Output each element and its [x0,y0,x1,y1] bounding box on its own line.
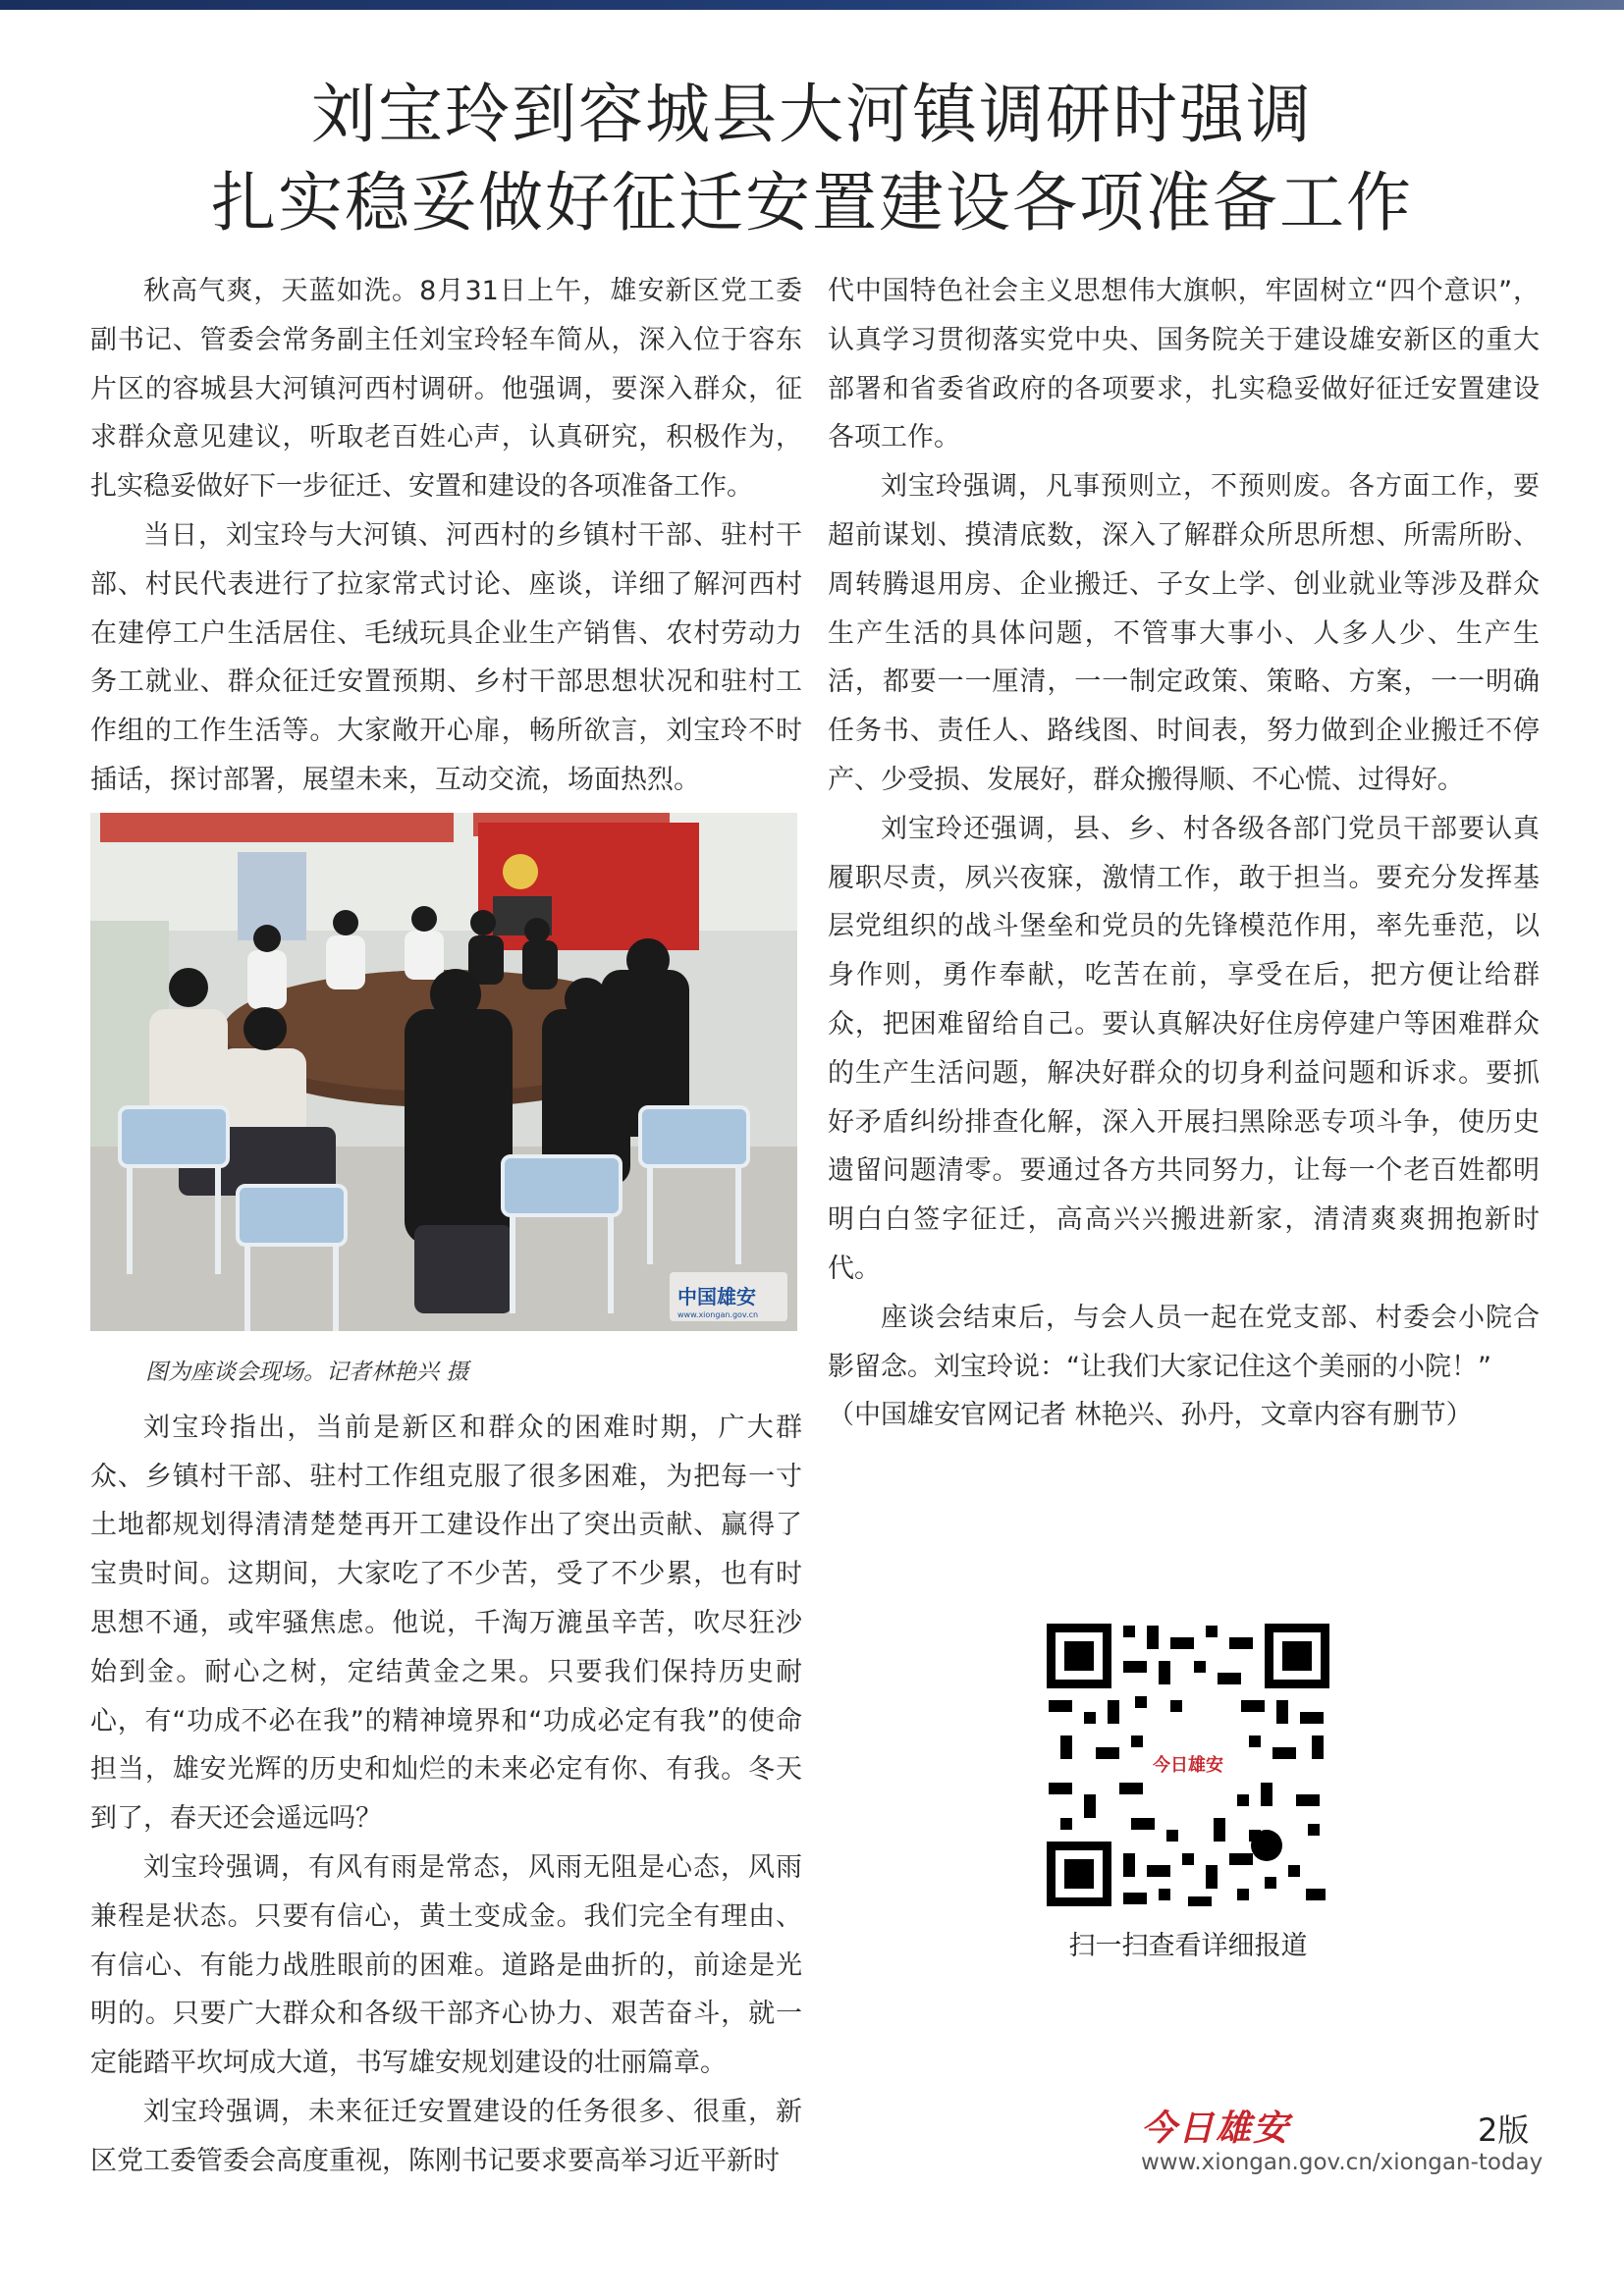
article-credit: （中国雄安官网记者 林艳兴、孙丹，文章内容有删节） [828,1400,1473,1431]
qr-code-block [1041,1618,1335,1962]
meeting-photo [90,813,797,1331]
qr-scan-label: 扫一扫查看详细报道 [1068,1931,1308,1961]
headline-line-2: 扎实稳妥做好征迁安置建设各项准备工作 [211,165,1413,240]
top-color-bar [0,0,1624,10]
paragraph-continuation: 代中国特色社会主义思想伟大旗帜，牢固树立“四个意识”，认真学习贯彻落实党中央、国务院关于建设雄安新区的重大部署和省委省政府的各项要求，扎实稳妥做好征迁安置建设各项工作。 [828,276,1540,454]
headline-line-1: 刘宝玲到容城县大河镇调研时强调 [311,77,1313,152]
paragraph-difficulty: 刘宝玲指出，当前是新区和群众的困难时期，广大群众、乡镇村干部、驻村工作组克服了很多困难，为把每一寸土地都规划得清清楚楚再开工建设作出了突出贡献、赢得了宝贵时间。这期间，大家吃了不少苦，受了不少累，也有时思想不通，或牢骚焦虑。他说，千淘万漉虽辛苦，吹尽狂沙始到金。耐心之树，定结黄金之果。只要我们保持历史耐心，有“功成不必在我”的精神境界和“功成必定有我”的使命担当，雄安光辉的历史和灿烂的未来必定有你、有我。冬天到了，春天还会遥远吗？ [90,1412,802,1835]
paragraph-confidence: 刘宝玲强调，有风有雨是常态，风雨无阻是心态，风雨兼程是状态。只要有信心，黄土变成金。我们完全有理由、有信心、有能力战胜眼前的困难。道路是曲折的，前途是光明的。只要广大群众和各级干部齐心协力、艰苦奋斗，就一定能踏平坎坷成大道，书写雄安规划建设的壮丽篇章。 [90,1851,802,2079]
footer-brand-logo: 今日雄安 [1141,2108,1291,2149]
headline [0,71,1624,247]
footer-url[interactable]: www.xiongan.gov.cn/xiongan-today [1141,2150,1543,2175]
paragraph-future-tasks: 刘宝玲强调，未来征迁安置建设的任务很多、很重，新区党工委管委会高度重视，陈刚书记要求要高举习近平新时 [90,2096,802,2176]
paragraph-meeting: 当日，刘宝玲与大河镇、河西村的乡镇村干部、驻村干部、村民代表进行了拉家常式讨论、座谈，详细了解河西村在建停工户生活居住、毛绒玩具企业生产销售、农村劳动力务工就业、群众征迁安置预期、乡村干部思想状况和驻村工作组的工作生活等。大家敞开心扉，畅所欲言，刘宝玲不时插话，探讨部署，展望未来，互动交流，场面热烈。 [90,519,802,795]
right-column [828,267,1540,1440]
paragraph-cadres: 刘宝玲还强调，县、乡、村各级各部门党员干部要认真履职尽责，夙兴夜寐，激情工作，敢于担当。要充分发挥基层党组织的战斗堡垒和党员的先锋模范作用，率先垂范，以身作则，勇作奉献，吃苦在前，享受在后，把方便让给群众，把困难留给自己。要认真解决好住房停建户等困难群众的生产生活问题，解决好群众的切身利益问题和诉求。要抓好矛盾纠纷排查化解，深入开展扫黑除恶专项斗争，使历史遗留问题清零。要通过各方共同努力，让每一个老百姓都明明白白签字征迁，高高兴兴搬进新家，清清爽爽拥抱新时代。 [828,813,1540,1284]
photo-watermark: 中国雄安 [677,1284,756,1308]
qr-center-logo: 今日雄安 [1153,1755,1223,1776]
paragraph-intro: 秋高气爽，天蓝如洗。8月31日上午，雄安新区党工委副书记、管委会常务副主任刘宝玲轻车简从，深入位于容东片区的容城县大河镇河西村调研。他强调，要深入群众，征求群众意见建议，听取老百姓心声，认真研究，积极作为，扎实稳妥做好下一步征迁、安置和建设的各项准备工作。 [90,276,802,503]
page-number: 2版 [1478,2111,1530,2149]
qr-code[interactable] [1041,1618,1335,1912]
left-column [90,267,802,2186]
paragraph-closing: 座谈会结束后，与会人员一起在党支部、村委会小院合影留念。刘宝玲说：“让我们大家记住这个美丽的小院！” [828,1302,1540,1382]
meeting-photo-illustration [90,813,797,1331]
photo-watermark-url: www.xiongan.gov.cn [677,1309,759,1319]
photo-caption: 图为座谈会现场。记者林艳兴 摄 [145,1359,469,1385]
paragraph-planning: 刘宝玲强调，凡事预则立，不预则废。各方面工作，要超前谋划、摸清底数，深入了解群众所思所想、所需所盼、周转腾退用房、企业搬迁、子女上学、创业就业等涉及群众生产生活的具体问题，不管事大事小、人多人少、生产生活，都要一一厘清，一一制定政策、策略、方案，一一明确任务书、责任人、路线图、时间表，努力做到企业搬迁不停产、少受损、发展好，群众搬得顺、不心慌、过得好。 [828,471,1540,795]
